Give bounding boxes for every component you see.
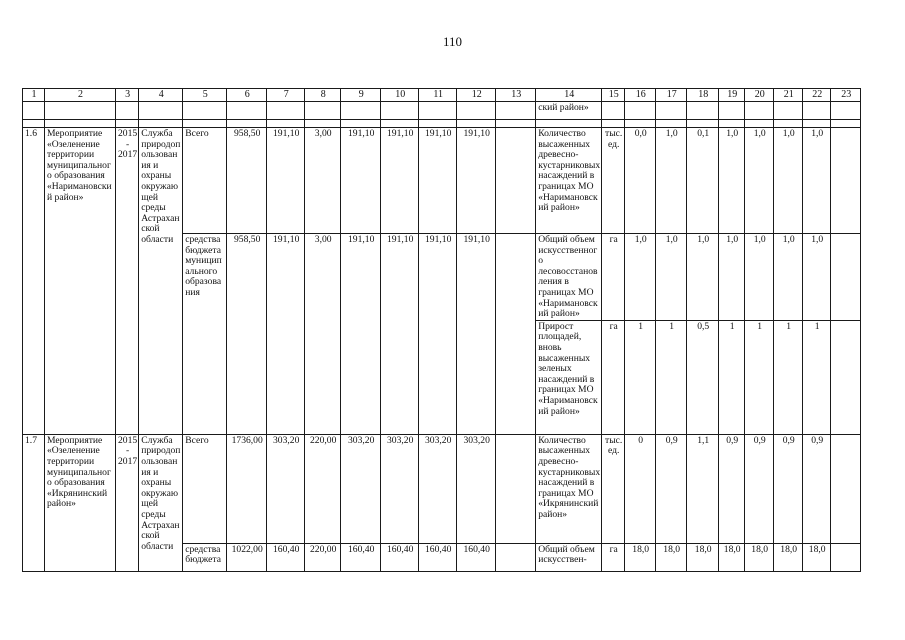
amount-cell: 958,50: [227, 234, 267, 435]
column-number: 21: [774, 89, 803, 102]
amount-cell: 303,20: [381, 434, 419, 543]
indicator-value: 0,9: [656, 434, 687, 543]
amount-cell: 303,20: [267, 434, 305, 543]
column-number: 14: [536, 89, 602, 102]
table-row: [23, 128, 861, 234]
column-number: 5: [183, 89, 227, 102]
amount-cell: 191,10: [341, 234, 381, 435]
indicator-value: 18,0: [656, 543, 687, 571]
indicator-value: 1,0: [625, 234, 656, 321]
indicator-value: 1,0: [656, 128, 687, 234]
column-number: 10: [381, 89, 419, 102]
funding-source: Всего: [183, 128, 227, 234]
item-number: 1.6: [23, 128, 45, 435]
indicator-value: 18,0: [745, 543, 774, 571]
program-table: [22, 88, 861, 572]
indicator-value: 1,0: [719, 128, 745, 234]
column-number: 11: [419, 89, 457, 102]
amount-cell: 3,00: [305, 234, 341, 435]
amount-cell: 160,40: [341, 543, 381, 571]
funding-source: Всего: [183, 434, 227, 543]
column-number: 6: [227, 89, 267, 102]
amount-cell: 958,50: [227, 128, 267, 234]
page-number: 110: [442, 34, 463, 49]
indicator-value: 1,0: [745, 234, 774, 321]
indicator-unit: тыс. ед.: [602, 128, 625, 234]
indicator-value: 18,0: [687, 543, 719, 571]
indicator-value: 0,9: [803, 434, 831, 543]
continuation-row: [23, 102, 861, 120]
column-number: 3: [116, 89, 139, 102]
measure-name: Мероприятие «Озеленение территории муниципального образования «Наримановский район»: [45, 128, 116, 435]
amount-cell: 191,10: [419, 128, 457, 234]
funding-source: средства бюджета муниципального образования: [183, 234, 227, 435]
amount-cell: 1022,00: [227, 543, 267, 571]
column-number: 22: [803, 89, 831, 102]
indicator-text: Количество высаженных древесно-кустарниковых насаждений в границах МО «Икрянинский район»: [536, 434, 602, 543]
amount-cell: 191,10: [381, 234, 419, 435]
amount-cell: 191,10: [267, 234, 305, 435]
indicator-value: 1,0: [803, 128, 831, 234]
continuation-text: ский район»: [536, 102, 602, 120]
amount-cell: 1736,00: [227, 434, 267, 543]
indicator-value: 1: [625, 320, 656, 434]
indicator-value: 0,5: [687, 320, 719, 434]
indicator-unit: га: [602, 320, 625, 434]
indicator-value: 0,9: [719, 434, 745, 543]
column-number: 7: [267, 89, 305, 102]
indicator-unit: га: [602, 543, 625, 571]
indicator-value: 1,0: [719, 234, 745, 321]
period: 2015 - 2017: [116, 434, 139, 571]
indicator-value: 1: [745, 320, 774, 434]
period: 2015 - 2017: [116, 128, 139, 435]
amount-cell: 220,00: [305, 543, 341, 571]
amount-cell: 191,10: [457, 234, 496, 435]
amount-cell: 160,40: [457, 543, 496, 571]
indicator-value: 1: [774, 320, 803, 434]
column-number: 1: [23, 89, 45, 102]
amount-cell: 191,10: [419, 234, 457, 435]
column-number: 8: [305, 89, 341, 102]
indicator-value: 0,1: [687, 128, 719, 234]
funding-source: средства бюджета: [183, 543, 227, 571]
amount-cell: 191,10: [267, 128, 305, 234]
amount-cell: 303,20: [457, 434, 496, 543]
amount-cell: 191,10: [381, 128, 419, 234]
amount-cell: 160,40: [267, 543, 305, 571]
indicator-value: 1: [719, 320, 745, 434]
indicator-value: 18,0: [625, 543, 656, 571]
indicator-text: Прирост площадей, вновь высаженных зеленых насаждений в границах МО «Наримановский район»: [536, 320, 602, 434]
executor: Служба природопользования и охраны окружающей среды Астраханской области: [139, 434, 183, 571]
indicator-value: 0: [625, 434, 656, 543]
column-number: 20: [745, 89, 774, 102]
indicator-value: 1,0: [745, 128, 774, 234]
column-number: 2: [45, 89, 116, 102]
indicator-value: 1,0: [656, 234, 687, 321]
amount-cell: 220,00: [305, 434, 341, 543]
amount-cell: 303,20: [341, 434, 381, 543]
table-row: [23, 434, 861, 543]
indicator-value: 18,0: [719, 543, 745, 571]
indicator-value: 0,9: [774, 434, 803, 543]
amount-cell: 160,40: [419, 543, 457, 571]
column-number: 18: [687, 89, 719, 102]
amount-cell: 303,20: [419, 434, 457, 543]
column-number: 9: [341, 89, 381, 102]
column-number: 12: [457, 89, 496, 102]
column-number: 16: [625, 89, 656, 102]
column-number: 13: [496, 89, 536, 102]
indicator-unit: тыс. ед.: [602, 434, 625, 543]
indicator-value: 18,0: [803, 543, 831, 571]
column-number: 17: [656, 89, 687, 102]
indicator-text: Общий объем искусственного лесовосстановления в границах МО «Наримановский район»: [536, 234, 602, 321]
column-number: 23: [831, 89, 861, 102]
indicator-value: 0,9: [745, 434, 774, 543]
column-number: 4: [139, 89, 183, 102]
indicator-value: 1,0: [774, 128, 803, 234]
amount-cell: 3,00: [305, 128, 341, 234]
column-number: 19: [719, 89, 745, 102]
column-number: 15: [602, 89, 625, 102]
indicator-text: Общий объем искусствен-: [536, 543, 602, 571]
indicator-value: 1,0: [687, 234, 719, 321]
spacer-row: [23, 120, 861, 128]
indicator-value: 1: [803, 320, 831, 434]
measure-name: Мероприятие «Озеленение территории муниципального образования «Икрянинский район»: [45, 434, 116, 571]
indicator-value: 1,1: [687, 434, 719, 543]
indicator-value: 18,0: [774, 543, 803, 571]
indicator-text: Количество высаженных древесно-кустарниковых насаждений в границах МО «Наримановский район»: [536, 128, 602, 234]
amount-cell: 191,10: [341, 128, 381, 234]
indicator-value: 1,0: [803, 234, 831, 321]
amount-cell: 191,10: [457, 128, 496, 234]
indicator-value: 0,0: [625, 128, 656, 234]
indicator-value: 1,0: [774, 234, 803, 321]
executor: Служба природопользования и охраны окружающей среды Астраханской области: [139, 128, 183, 435]
item-number: 1.7: [23, 434, 45, 571]
indicator-value: 1: [656, 320, 687, 434]
indicator-unit: га: [602, 234, 625, 321]
column-number-row: [23, 89, 861, 102]
amount-cell: 160,40: [381, 543, 419, 571]
